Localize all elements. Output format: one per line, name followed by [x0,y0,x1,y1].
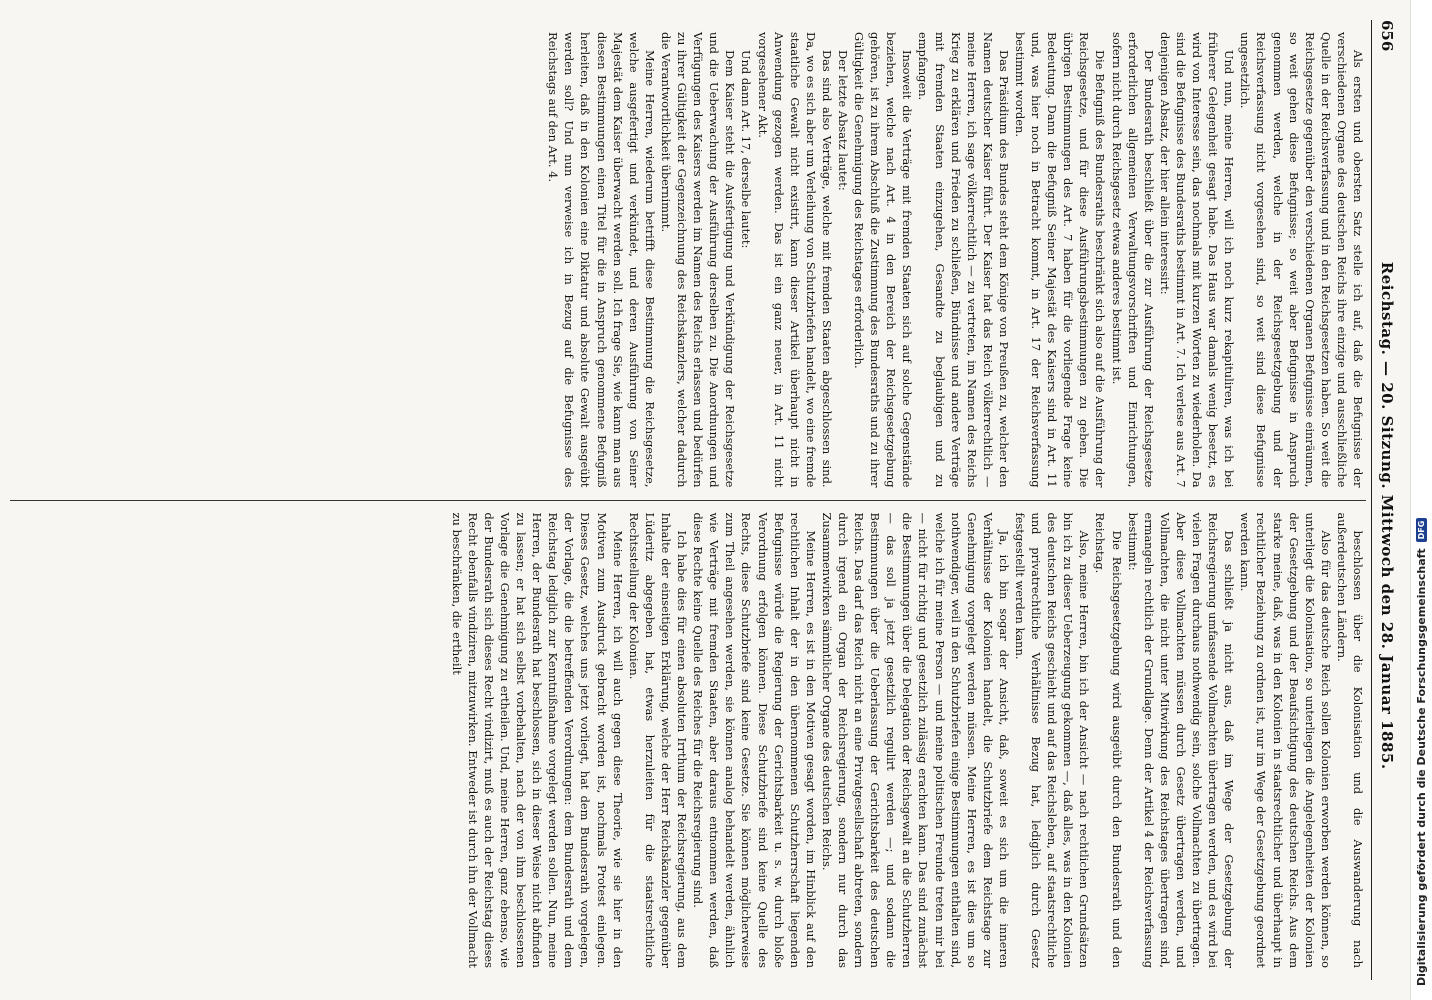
paragraph: beschlossen über die Kolonisation und die Auswanderung nach außerdeutschen Ländern. [1334,512,1365,968]
credit-text: Digitalisierung gefördert durch die Deutsche Forschungsgemeinschaft [1414,548,1428,986]
paragraph: Meine Herren, es ist in den Motiven gesagt worden, im Hinblick auf den rechtlichen Inhalt der in den übernommenen Schutzherrschaft liegenden Befugnisse würde die Regierung der Gerichtsbarkeit u. s. w. durch bloße Verordnung erfolgen können. Diese Schutzbriefe sind keine Quelle des Rechts, diese Schutzbriefe sind keine Gesetze. Sie können möglicherweise zum Theil angesehen werden, sie können analog behandelt werden, ähnlich wie Verträge mit fremden Staaten, aber daraus entnommen werden, daß diese Rechte keine Quelle des Reiches für die Reichsregierung sind. [691,512,818,968]
paragraph: Meine Herren, wiederum betrifft diese Bestimmung die Reichsgesetze, welche ausgefertigt und verkündet, und deren Ausführung von Seiner Majestät dem Kaiser überwacht werden soll. Ich frage Sie, wie kann man aus diesen Bestimmungen einen Titel für die in Anspruch genommene Befugniß herleiten, daß in den Kolonien eine Diktatur und absolute Gewalt ausgeübt werden soll? Und nun verweise ich in Bezug auf die Befugnisse des Reichstags auf den Art. 4. [546,32,657,488]
running-title: Reichstag. — 20. Sitzung. Mittwoch den 28. Januar 1885. [1378,261,1396,770]
paragraph: Als ersten und obersten Satz stelle ich auf, daß die Befugnisse der verschiedenen Organe des deutschen Reichs ihre einzige und ausschließliche Quelle in der Reichsverfassung und in den Reichsgesetzen haben. So weit die Reichsgesetze gegenüber den verschiedenen Organen Befugnisse einräumen, so weit gehen diese Befugnisse; so weit aber Befugnisse in Anspruch genommen werden, welche in der Reichsgesetzgebung und der Reichsverfassung nicht vorgesehen sind, so weit sind diese Befugnisse ungesetzlich. [1238,32,1365,488]
text-columns [10,20,1366,980]
paragraph: Der Bundesrath beschließt über die zur Ausführung der Reichsgesetze erforderlichen allgemeinen Verwaltungsvorschriften und Einrichtungen, sofern nicht durch Reichsgesetz etwas anderes bestimmt ist. [1109,32,1156,488]
paragraph: Die Reichsgesetzgebung wird ausgeübt durch den Bundesrath und den Reichstag. [1093,512,1124,968]
paragraph: Das Präsidium des Bundes steht dem Könige von Preußen zu, welcher den Namen deutscher Kaiser führt. Der Kaiser hat das Reich völkerrechtlich — meine Herren, ich sage völkerrechtlich — zu vertreten, im Namen des Reichs Krieg zu erklären und Frieden zu schließen, Bündnisse und andere Verträge mit fremden Staaten einzugehen, Gesandte zu beglaubigen und zu empfangen. [916,32,1011,488]
paragraph: Die Befugniß des Bundesraths beschränkt sich also auf die Ausführung der Reichsgesetze, und für diese Ausführungsbestimmungen zu geben. Die übrigen Bestimmungen des Art. 7 haben für die vorliegende Frage keine Bedeutung. Dann die Befugniß Seiner Majestät des Kaisers sind in Art. 11 und, was hier noch in Betracht kommt, in Art. 17 der Reichsverfassung bestimmt worden. [1013,32,1108,488]
paragraph: Meine Herren, ich will auch gegen diese Theorie, wie sie hier in den Motiven zum Ausdruck gebracht worden ist, nochmals Protest einlegen. Dieses Gesetz, welches uns jetzt vorliegt, hat dem Bundesrath vorgelegen, der Vorlage, die die betreffenden Verordnungen: dem Bundesrath und dem Reichstag lediglich zur Kenntnißnahme vorgelegt werden sollen. Nun, meine Herren, der Bundesrath hat beschlossen, sich in dieser Weise nicht abfinden zu lassen; er hat sich selbst vorbehalten, nach der von ihm beschlossenen Vorlage die Genehmigung zu ertheilen. Und, meine Herren, ganz ebenso, wie der Bundesrath sich dieses Recht vindizirt, muß es auch der Reichstag dieses Recht ebenfalls vindiziren, mitzuwirken. Entweder ist durch ihn der Vollmacht zu beschränken, die ertheilt [449,512,625,968]
paragraph: Also, meine Herren, bin ich der Ansicht — nach rechtlichen Grundsätzen bin ich zu dieser Ueberzeugung gekommen —, daß alles, was in den Kolonien des deutschen Reichs geschieht und auf das Reichsleben, auf staatsrechtliche und privatrechtliche Verhältnisse Bezug hat, lediglich durch Gesetz festgestellt werden kann. [1013,512,1092,968]
page-header [1371,20,1402,980]
paragraph: Ich habe dies für einen absoluten Irrthum der Reichsregierung, aus dem Inhalte der einseitigen Erklärung, welche der Herr Reichskanzler gegenüber Lüderitz abgegeben hat, etwas herzuleiten für die staatsrechtliche Rechtsstellung der Kolonien. [626,512,690,968]
paragraph: Ja, ich bin sogar der Ansicht, daß, soweit es sich um die inneren Verhältnisse der Kolonien handelt, die Schutzbriefe dem Reichstage zur Genehmigung vorgelegt werden müssen. Meine Herren, es ist dies um so nothwendiger, weil in den Schutzbriefen einige Bestimmungen enthalten sind, welche ich für meine Person — und meine politischen Freunde treten mir bei — nicht für richtig und gesetzlich zulässig erachten kann. Das sind zunächst die Bestimmungen über die Delegation der Reichsgewalt an die Schutzherren — das soll ja jetzt gesetzlich regulirt werden —; und sodann die Bestimmungen über die Ueberlassung der Gerichtsbarkeit des deutschen Reichs. Das darf das Reich nicht an eine Privatgesellschaft abtreten, sondern durch irgend ein Organ der Reichsregierung, sondern nur durch das Zusammenwirken sämmtlicher Organe des deutschen Reichs. [819,512,1011,968]
paragraph: Das schließt ja nicht aus, daß im Wege der Gesetzgebung der Reichsregierung umfassende Vollmachten übertragen werden, und es wird bei vielen Fragen durchaus nothwendig sein, solche Vollmachten zu übertragen. Aber diese Vollmachten müssen durch Gesetz übertragen werden, und Vollmachten, die nicht unter Mitwirkung des Reichstages übertragen sind, ermangeln rechtlich der Grundlage. Denn der Artikel 4 der Reichsverfassung bestimmt: [1125,512,1237,968]
page-number: 656 [1378,20,1396,52]
paragraph: Das sind also Verträge, welche mit fremden Staaten abgeschlossen sind. Da, wo es sich aber um Verleihung von Schutzbriefen handelt, wo eine fremde staatliche Gewalt nicht existirt, kann dieser Artikel überhaupt nicht in Anwendung gezogen werden. Das ist ein ganz neuer, in Art. 11 nicht vorgesehener Akt. [755,32,834,488]
paragraph: Und dann Art. 17, derselbe lautet: [739,50,754,249]
dfg-logo: DFG [1416,518,1427,543]
column-right [10,500,1366,981]
column-left [10,20,1366,500]
paragraph: Dem Kaiser steht die Ausfertigung und Verkündigung der Reichsgesetze und die Ueberwachung der Ausführung derselben zu. Die Anordnungen und Verfügungen des Kaisers werden im Namen des Reichs erlassen und bedürfen zu ihrer Gültigkeit der Gegenzeichnung des Reichskanzlers, welcher dadurch die Verantwortlichkeit übernimmt. [658,32,738,488]
paragraph: Also für das deutsche Reich sollen Kolonien erworben werden können, so unterliegt die Kolonisation, so unterliegen die Angelegenheiten der Kolonien der Gesetzgebung und der Beaufsichtigung des deutschen Reichs. Aus dem starke meine, daß, was in den Kolonien in staatsrechtlicher und überhaupt in rechtlicher Beziehung zu ordnen ist, nur im Wege der Gesetzgebung geordnet werden kann. [1238,512,1333,968]
paragraph: Und nun, meine Herren, will ich noch kurz rekapituliren, was ich bei früherer Gelegenheit gesagt habe. Das Haus war damals wenig besetzt, es wird von Interesse sein, das nochmals mit kurzen Worten zu wiederholen. Da sind die Befugnisse des Bundesraths bestimmt in Art. 7. Ich verlese aus Art. 7 denjenigen Absatz, der hier allein interessirt: [1157,32,1237,488]
digitization-credit [1410,0,1432,1000]
paragraph: Insoweit die Verträge mit fremden Staaten sich auf solche Gegenstände beziehen, welche nach Art. 4 in den Bereich der Reichsgesetzgebung gehören, ist zu ihrem Abschluß die Zustimmung des Bundesraths und zu ihrer Gültigkeit die Genehmigung des Reichstages erforderlich. [852,32,915,488]
paragraph: Der letzte Absatz lautet: [836,50,850,191]
